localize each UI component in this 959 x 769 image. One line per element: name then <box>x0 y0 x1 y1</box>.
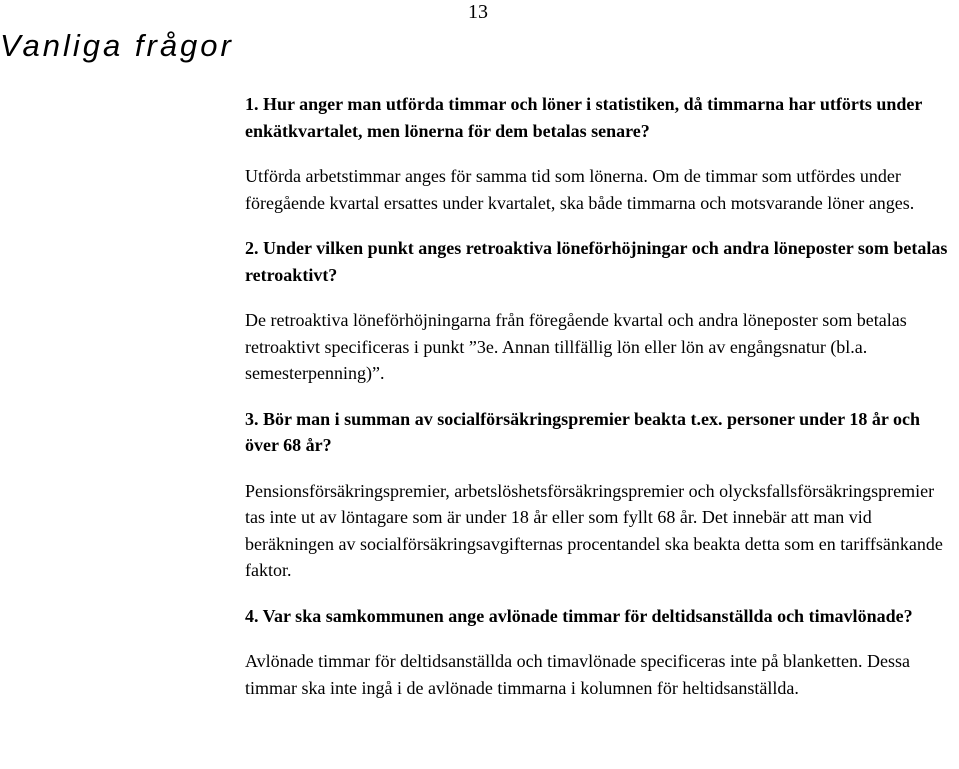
faq-question-3: 3. Bör man i summan av socialförsäkringspremier beakta t.ex. personer under 18 år och över 68 år? <box>245 408 920 455</box>
faq-item-4 <box>245 603 957 702</box>
faq-question-4: 4. Var ska samkommunen ange avlönade timmar för deltidsanställda och timavlönade? <box>245 605 913 626</box>
faq-question-1: 1. Hur anger man utförda timmar och löner i statistiken, då timmarna har utförts under enkätkvartalet, men lönerna för dem betalas senare? <box>245 94 923 141</box>
faq-item-1 <box>245 91 957 216</box>
faq-answer-1: Utförda arbetstimmar anges för samma tid som lönerna. Om de timmar som utfördes under föregående kvartal ersattes under kvartalet, ska både timmarna och motsvarande löner anges. <box>245 166 915 213</box>
faq-content <box>245 91 957 720</box>
section-title: Vanliga frågor <box>0 28 234 63</box>
faq-answer-2: De retroaktiva löneförhöjningarna från föregående kvartal och andra löneposter som betalas retroaktivt specificeras i punkt ”3e. Annan tillfällig lön eller lön av engångsnatur (bl.a. semesterpenning)”. <box>245 310 907 383</box>
faq-answer-4: Avlönade timmar för deltidsanställda och timavlönade specificeras inte på blanketten. Dessa timmar ska inte ingå i de avlönade timmarna i kolumnen för heltidsanställda. <box>245 651 910 698</box>
faq-item-3 <box>245 406 957 584</box>
faq-answer-3: Pensionsförsäkringspremier, arbetslöshetsförsäkringspremier och olycksfallsförsäkringspremier tas inte ut av löntagare som är under 18 år eller som fyllt 68 år. Det innebär att man vid beräkningen av socialförsäkringsavgifternas procentandel ska beakta detta som en tariffsänkande faktor. <box>245 480 943 580</box>
page-number: 13 <box>468 1 488 23</box>
faq-item-2 <box>245 235 957 387</box>
faq-question-2: 2. Under vilken punkt anges retroaktiva löneförhöjningar och andra löneposter som betalas retroaktivt? <box>245 238 948 285</box>
